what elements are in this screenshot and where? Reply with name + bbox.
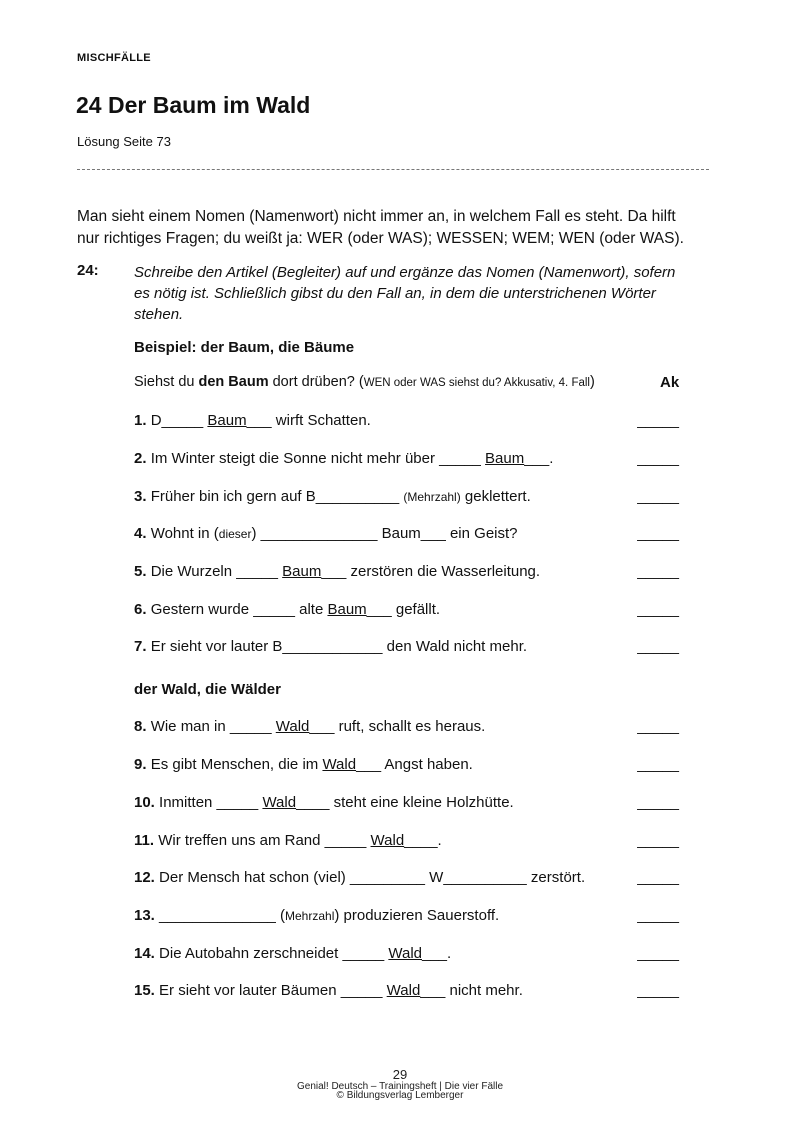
- answer-blank: _____: [637, 832, 679, 849]
- item-number: 4.: [134, 525, 147, 542]
- item-number: 12.: [134, 869, 155, 886]
- exercise-item: [134, 756, 679, 778]
- exercise-item: [134, 525, 679, 547]
- example-sentence: [134, 374, 595, 390]
- instruction-line: es nötig ist. Schließlich gibst du den Fall an, in dem die unterstrichenen Wörter: [134, 285, 656, 302]
- item-number: 9.: [134, 756, 147, 773]
- answer-blank: _____: [637, 907, 679, 924]
- item-number: 5.: [134, 563, 147, 580]
- item-text: Inmitten _____: [159, 794, 263, 811]
- item-hint: Mehrzahl: [285, 909, 335, 923]
- item-text: ___.: [422, 945, 452, 962]
- item-number: 13.: [134, 907, 155, 924]
- example-bold-text: den Baum: [198, 374, 269, 390]
- item-hint: (Mehrzahl): [403, 490, 461, 504]
- answer-blank: _____: [637, 718, 679, 735]
- answer-blank: _____: [637, 412, 679, 429]
- item-text: ___ gefällt.: [366, 601, 441, 618]
- item-text: D_____: [150, 412, 208, 429]
- item-text: Die Wurzeln _____: [150, 563, 283, 580]
- underlined-word: Baum: [282, 563, 322, 580]
- item-text: ___ zerstören die Wasserleitung.: [321, 563, 541, 580]
- item-number: 3.: [134, 488, 147, 505]
- footer-line: Genial! Deutsch – Trainingsheft | Die vier Fälle: [296, 1081, 504, 1092]
- item-number: 10.: [134, 794, 155, 811]
- page-number: [0, 1067, 800, 1082]
- task-instruction: [134, 262, 726, 325]
- solution-reference: Lösung Seite 73: [77, 134, 171, 149]
- item-text: ____ steht eine kleine Holzhütte.: [296, 794, 514, 811]
- item-number: 1.: [134, 412, 147, 429]
- instruction-line: stehen.: [134, 306, 184, 323]
- dashed-divider: [77, 169, 709, 170]
- exercise-item: [134, 794, 679, 816]
- answer-blank: _____: [637, 563, 679, 580]
- item-number: 11.: [134, 832, 155, 849]
- footer-copyright: © Bildungsverlag Lemberger: [336, 1090, 464, 1101]
- item-text: ___ ruft, schallt es heraus.: [309, 718, 486, 735]
- item-text: Es gibt Menschen, die im: [150, 756, 323, 773]
- underlined-word: Wald: [262, 794, 297, 811]
- exercise-item: [134, 563, 679, 585]
- item-text: ) ______________ Baum___ ein Geist?: [251, 525, 518, 542]
- answer-blank: _____: [637, 488, 679, 505]
- example-answer: Ak: [660, 374, 680, 391]
- answer-blank: _____: [637, 756, 679, 773]
- section-label: MISCHFÄLLE: [77, 52, 151, 64]
- example-text: dort drüben? (: [268, 374, 364, 390]
- exercise-item: [134, 869, 679, 891]
- item-text: Die Autobahn zerschneidet _____: [159, 945, 389, 962]
- item-number: 7.: [134, 638, 147, 655]
- example-text: Siehst du: [134, 374, 199, 390]
- example-text: ): [589, 374, 595, 390]
- answer-blank: _____: [637, 450, 679, 467]
- item-text: Gestern wurde _____ alte: [150, 601, 328, 618]
- page-title: 24 Der Baum im Wald: [76, 92, 311, 118]
- item-number: 6.: [134, 601, 147, 618]
- answer-blank: _____: [637, 794, 679, 811]
- exercise-item: [134, 982, 679, 1004]
- group-heading: der Wald, die Wälder: [134, 681, 281, 698]
- underlined-word: Wald: [370, 832, 405, 849]
- item-text: ___ nicht mehr.: [420, 982, 523, 999]
- example-heading: Beispiel: der Baum, die Bäume: [134, 339, 355, 356]
- item-text: Der Mensch hat schon (viel) _________ W__________ zerstört.: [159, 869, 586, 886]
- item-text: ___ Angst haben.: [356, 756, 473, 773]
- item-text: ___.: [524, 450, 554, 467]
- underlined-word: Baum: [485, 450, 525, 467]
- item-text: ) produzieren Sauerstoff.: [334, 907, 500, 924]
- answer-blank: _____: [637, 869, 679, 886]
- answer-blank: _____: [637, 601, 679, 618]
- instruction-line: Schreibe den Artikel (Begleiter) auf und ergänze das Nomen (Namenwort), sofern: [134, 264, 676, 281]
- item-text: ___ wirft Schatten.: [246, 412, 371, 429]
- underlined-word: Wald: [322, 756, 357, 773]
- underlined-word: Baum: [327, 601, 367, 618]
- item-text: Er sieht vor lauter Bäumen _____: [159, 982, 387, 999]
- item-text: Wohnt in (: [150, 525, 219, 542]
- intro-paragraph: [77, 206, 727, 250]
- page-number-text: 29: [392, 1067, 408, 1082]
- item-text: Wir treffen uns am Rand _____: [158, 832, 371, 849]
- item-hint: dieser: [218, 527, 252, 541]
- item-number: 14.: [134, 945, 155, 962]
- answer-blank: _____: [637, 945, 679, 962]
- exercise-item: [134, 638, 679, 660]
- exercise-item: [134, 718, 679, 740]
- item-text: Früher bin ich gern auf B__________: [150, 488, 404, 505]
- underlined-word: Baum: [207, 412, 247, 429]
- item-number: 8.: [134, 718, 147, 735]
- item-text: geklettert.: [460, 488, 531, 505]
- underlined-word: Wald: [388, 945, 422, 962]
- item-number: 2.: [134, 450, 147, 467]
- item-text: ____.: [404, 832, 442, 849]
- item-text: Wie man in _____: [150, 718, 276, 735]
- exercise-item: [134, 907, 679, 929]
- underlined-word: Wald: [386, 982, 421, 999]
- exercise-item: [134, 832, 679, 854]
- item-number: 15.: [134, 982, 155, 999]
- intro-line: Man sieht einem Nomen (Namenwort) nicht immer an, in welchem Fall es steht. Da hilft: [77, 208, 676, 225]
- exercise-item: [134, 450, 679, 472]
- example-hint: WEN oder WAS siehst du? Akkusativ, 4. Fall: [363, 377, 590, 389]
- exercise-item: [134, 412, 679, 434]
- intro-line: nur richtiges Fragen; du weißt ja: WER (oder WAS); WESSEN; WEM; WEN (oder WAS).: [77, 230, 684, 247]
- item-text: ______________ (: [159, 907, 285, 924]
- item-text: Er sieht vor lauter B____________ den Wald nicht mehr.: [150, 638, 528, 655]
- exercise-item: [134, 601, 679, 623]
- underlined-word: Wald: [275, 718, 310, 735]
- exercise-item: [134, 488, 679, 510]
- task-number: 24:: [77, 262, 99, 279]
- exercise-item: [134, 945, 679, 967]
- answer-blank: _____: [637, 638, 679, 655]
- answer-blank: _____: [637, 525, 679, 542]
- item-text: Im Winter steigt die Sonne nicht mehr über _____: [150, 450, 486, 467]
- answer-blank: _____: [637, 982, 679, 999]
